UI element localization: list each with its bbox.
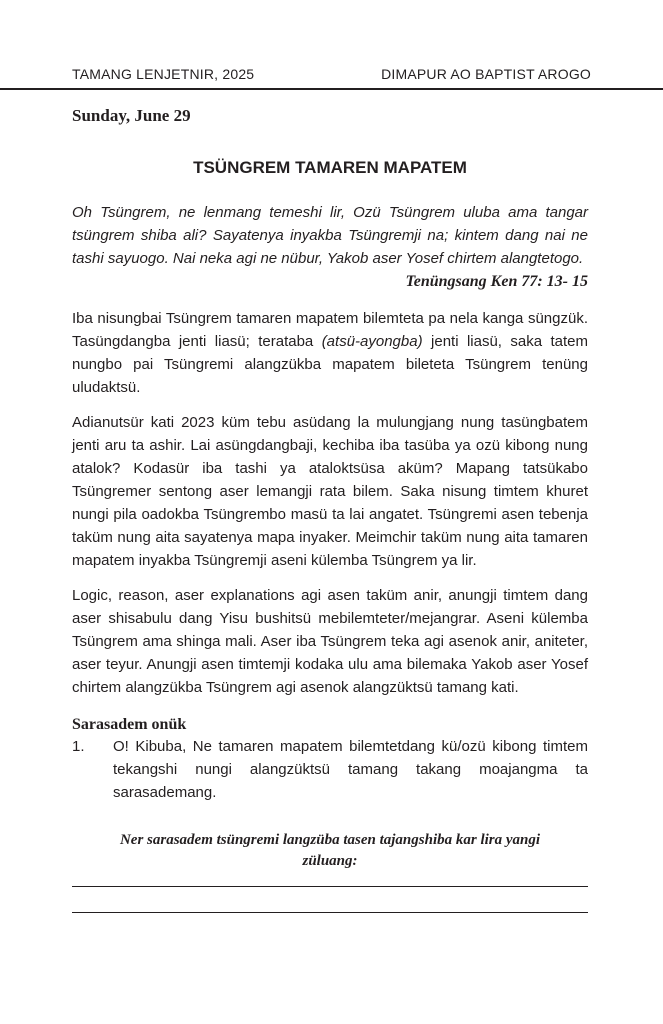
date-heading: Sunday, June 29 (72, 106, 191, 125)
discussion-item-number: 1. (72, 738, 85, 755)
answer-line-2[interactable] (72, 912, 588, 913)
header-left: TAMANG LENJETNIR, 2025 (72, 66, 255, 82)
scripture-verse: Oh Tsüngrem, ne lenmang temeshi lir, Ozü Tsüngrem uluba ama tangar tsüngrem shiba ali? Sayatenya inyakba Tsüngremji na; kintem dang nai ne tashi sayuogo. Nai neka agi ne nübur, Yakob aser Yosef chirtem alangtetogo. (72, 204, 588, 267)
header-right: DIMAPUR AO BAPTIST AROGO (381, 66, 591, 82)
paragraph-italic-text: (atsü-ayongba) (321, 333, 423, 350)
scripture-reference: Tenüngsang Ken 77: 13- 15 (405, 273, 588, 290)
response-prompt: Ner sarasadem tsüngremi langzüba tasen tajangshiba kar lira yangi züluang: (119, 832, 541, 869)
paragraph-text: jenti liasü, saka tatem nungbo pai Tsüngremi alangzükba mapatem bileteta Tsüngrem tenüng uludaktsü. (72, 333, 589, 396)
body-paragraph-3: Logic, reason, aser explanations agi asen taküm anir, anungji timtem dang aser shisabulu dang Yisu bushitsü mebilemteter/mejangrar. Aseni külemba Tsüngrem ama shinga mali. Aser iba Tsüngrem teka agi asenok anir, aniteter, aser teyur. Anungji asen timtemji kodaka ulu ama bilemaka Yakob aser Yosef chirtem alangzükba Tsüngrem agi asenok alangzüktsü tamang kati. (72, 587, 588, 696)
page-title: TSÜNGREM TAMAREN MAPATEM (193, 158, 467, 177)
body-paragraph-1 (72, 307, 588, 399)
page-content (72, 104, 588, 913)
discussion-heading: Sarasadem onük (72, 716, 187, 733)
running-header (72, 66, 591, 82)
header-rule (0, 88, 663, 90)
discussion-item (72, 735, 588, 804)
paragraph-text: Iba nisungbai Tsüngrem tamaren mapatem bilemteta pa nela kanga süngzük. Tasüngdangba jenti liasü; terataba (72, 310, 588, 350)
answer-line-1[interactable] (72, 886, 588, 887)
discussion-item-text: O! Kibuba, Ne tamaren mapatem bilemtetdang kü/ozü kibong timtem tekangshi nungi alangzüktsü tamang takang moajangma ta sarasademang. (113, 738, 588, 801)
body-paragraph-2: Adianutsür kati 2023 küm tebu asüdang la mulungjang nung tasüngbatem jenti aru ta ashir. Lai asüngdangbaji, kechiba iba tasüba ya ozü kibong nung atalok? Kodasür iba tashi ya ataloktsüsa aküm? Mapang tatsükabo Tsüngremer sentong aser lemangji rata bilem. Saka nisung timtem khuret nungi pila oadokba Tsüngrembo masü ta lai angatet. Tsüngremi asen tebenja taküm nung aita sayatenya mapa inyaker. Meimchir taküm nung aita tamaren mapatem inyakba Tsüngremji aseni külemba Tsüngrem ya lir. (72, 414, 588, 569)
